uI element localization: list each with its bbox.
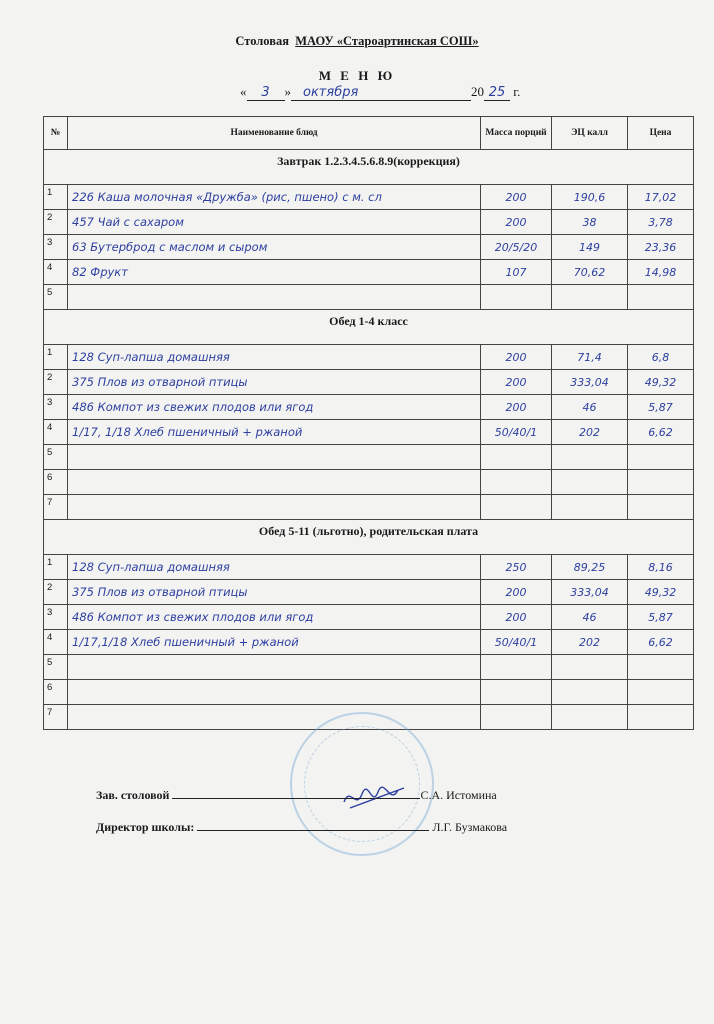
price: 6,62: [628, 420, 694, 445]
section-spacer: [44, 172, 694, 185]
row-number: 2: [44, 210, 68, 235]
date-year-unit: г.: [513, 84, 521, 99]
table-row: [44, 185, 694, 210]
energy-value: 70,62: [552, 260, 628, 285]
portion-mass: [481, 285, 552, 310]
portion-mass: [481, 680, 552, 705]
energy-value: [552, 495, 628, 520]
col-header-dish: Наименование блюд: [68, 117, 481, 150]
price: 17,02: [628, 185, 694, 210]
row-number: 3: [44, 395, 68, 420]
date-year-prefix: 20: [471, 84, 484, 99]
section-spacer: [44, 542, 694, 555]
canteen-signature-line: [96, 788, 497, 803]
dish-name: [68, 705, 481, 730]
row-number: 5: [44, 445, 68, 470]
org-prefix: Столовая: [235, 34, 289, 48]
dish-name: 128 Суп-лапша домашняя: [68, 555, 481, 580]
energy-value: [552, 705, 628, 730]
table-row: [44, 285, 694, 310]
page-title: М Е Н Ю: [318, 68, 396, 83]
section-title: Обед 5-11 (льготно), родительская плата: [44, 520, 694, 543]
row-number: 4: [44, 420, 68, 445]
dish-name: 226 Каша молочная «Дружба» (рис, пшено) с м. сл: [68, 185, 481, 210]
col-header-kcal: ЭЦ калл: [552, 117, 628, 150]
portion-mass: [481, 445, 552, 470]
portion-mass: [481, 655, 552, 680]
energy-value: [552, 470, 628, 495]
organization-header: [0, 34, 714, 49]
energy-value: 89,25: [552, 555, 628, 580]
table-row: [44, 495, 694, 520]
row-number: 7: [44, 495, 68, 520]
table-row: [44, 680, 694, 705]
date-month: октября: [291, 85, 471, 101]
dish-name: [68, 680, 481, 705]
price: [628, 655, 694, 680]
energy-value: 190,6: [552, 185, 628, 210]
portion-mass: 50/40/1: [481, 630, 552, 655]
portion-mass: 200: [481, 345, 552, 370]
dish-name: [68, 655, 481, 680]
table-row: [44, 605, 694, 630]
energy-value: 46: [552, 605, 628, 630]
portion-mass: [481, 705, 552, 730]
table-row: [44, 655, 694, 680]
table-row: [44, 345, 694, 370]
portion-mass: 200: [481, 370, 552, 395]
row-number: 5: [44, 285, 68, 310]
table-row: [44, 555, 694, 580]
portion-mass: 200: [481, 395, 552, 420]
portion-mass: 107: [481, 260, 552, 285]
row-number: 2: [44, 370, 68, 395]
row-number: 3: [44, 235, 68, 260]
dish-name: [68, 285, 481, 310]
section-title: Обед 1-4 класс: [44, 310, 694, 333]
dish-name: 63 Бутерброд с маслом и сыром: [68, 235, 481, 260]
row-number: 7: [44, 705, 68, 730]
date-day: 3: [247, 85, 285, 101]
price: 6,8: [628, 345, 694, 370]
dish-name: 375 Плов из отварной птицы: [68, 580, 481, 605]
dish-name: 486 Компот из свежих плодов или ягод: [68, 605, 481, 630]
energy-value: 202: [552, 630, 628, 655]
dish-name: [68, 445, 481, 470]
energy-value: 46: [552, 395, 628, 420]
price: 3,78: [628, 210, 694, 235]
price: [628, 285, 694, 310]
table-row: [44, 580, 694, 605]
portion-mass: 200: [481, 185, 552, 210]
energy-value: [552, 445, 628, 470]
director-name: Л.Г. Бузмакова: [432, 820, 508, 834]
dish-name: [68, 470, 481, 495]
director-signature-field: [197, 830, 429, 831]
row-number: 5: [44, 655, 68, 680]
energy-value: 333,04: [552, 580, 628, 605]
section-title-row: [44, 310, 694, 333]
energy-value: [552, 285, 628, 310]
org-name: МАОУ «Староартинская СОШ»: [295, 34, 479, 48]
section-spacer: [44, 332, 694, 345]
canteen-signature-field: [172, 798, 420, 799]
portion-mass: 200: [481, 580, 552, 605]
dish-name: 1/17,1/18 Хлеб пшеничный + ржаной: [68, 630, 481, 655]
price: 49,32: [628, 580, 694, 605]
table-header-row: [44, 117, 694, 150]
table-row: [44, 630, 694, 655]
row-number: 3: [44, 605, 68, 630]
price: [628, 705, 694, 730]
price: 49,32: [628, 370, 694, 395]
dish-name: 128 Суп-лапша домашняя: [68, 345, 481, 370]
col-header-number: №: [44, 117, 68, 150]
section-title-row: [44, 150, 694, 173]
price: 5,87: [628, 395, 694, 420]
energy-value: 202: [552, 420, 628, 445]
table-row: [44, 470, 694, 495]
portion-mass: 200: [481, 605, 552, 630]
portion-mass: [481, 495, 552, 520]
energy-value: 38: [552, 210, 628, 235]
menu-date: [240, 84, 520, 101]
dish-name: 375 Плов из отварной птицы: [68, 370, 481, 395]
price: 23,36: [628, 235, 694, 260]
canteen-manager-name: С.А. Истомина: [420, 788, 497, 802]
date-quote-open: «: [240, 84, 247, 99]
date-year: 25: [484, 85, 510, 101]
col-header-mass: Масса порций: [481, 117, 552, 150]
section-title: Завтрак 1.2.3.4.5.6.8.9(коррекция): [44, 150, 694, 173]
portion-mass: 250: [481, 555, 552, 580]
canteen-manager-label: Зав. столовой: [96, 788, 170, 802]
portion-mass: [481, 470, 552, 495]
table-row: [44, 420, 694, 445]
energy-value: 333,04: [552, 370, 628, 395]
dish-name: 82 Фрукт: [68, 260, 481, 285]
price: [628, 495, 694, 520]
row-number: 2: [44, 580, 68, 605]
row-number: 1: [44, 345, 68, 370]
table-row: [44, 235, 694, 260]
date-quote-close: »: [284, 84, 291, 99]
dish-name: 1/17, 1/18 Хлеб пшеничный + ржаной: [68, 420, 481, 445]
row-number: 1: [44, 185, 68, 210]
price: 6,62: [628, 630, 694, 655]
table-row: [44, 260, 694, 285]
director-signature-line: [96, 820, 507, 835]
row-number: 4: [44, 260, 68, 285]
energy-value: 71,4: [552, 345, 628, 370]
dish-name: 457 Чай с сахаром: [68, 210, 481, 235]
dish-name: 486 Компот из свежих плодов или ягод: [68, 395, 481, 420]
price: [628, 680, 694, 705]
portion-mass: 50/40/1: [481, 420, 552, 445]
menu-table: [43, 116, 694, 730]
energy-value: 149: [552, 235, 628, 260]
row-number: 6: [44, 680, 68, 705]
table-row: [44, 395, 694, 420]
row-number: 4: [44, 630, 68, 655]
price: 5,87: [628, 605, 694, 630]
row-number: 1: [44, 555, 68, 580]
energy-value: [552, 680, 628, 705]
section-spacer-cell: [44, 542, 694, 555]
dish-name: [68, 495, 481, 520]
director-label: Директор школы:: [96, 820, 195, 834]
section-spacer-cell: [44, 332, 694, 345]
portion-mass: 200: [481, 210, 552, 235]
table-row: [44, 370, 694, 395]
portion-mass: 20/5/20: [481, 235, 552, 260]
energy-value: [552, 655, 628, 680]
section-spacer-cell: [44, 172, 694, 185]
table-row: [44, 210, 694, 235]
price: 14,98: [628, 260, 694, 285]
section-title-row: [44, 520, 694, 543]
row-number: 6: [44, 470, 68, 495]
price: 8,16: [628, 555, 694, 580]
price: [628, 470, 694, 495]
price: [628, 445, 694, 470]
col-header-price: Цена: [628, 117, 694, 150]
table-row: [44, 445, 694, 470]
